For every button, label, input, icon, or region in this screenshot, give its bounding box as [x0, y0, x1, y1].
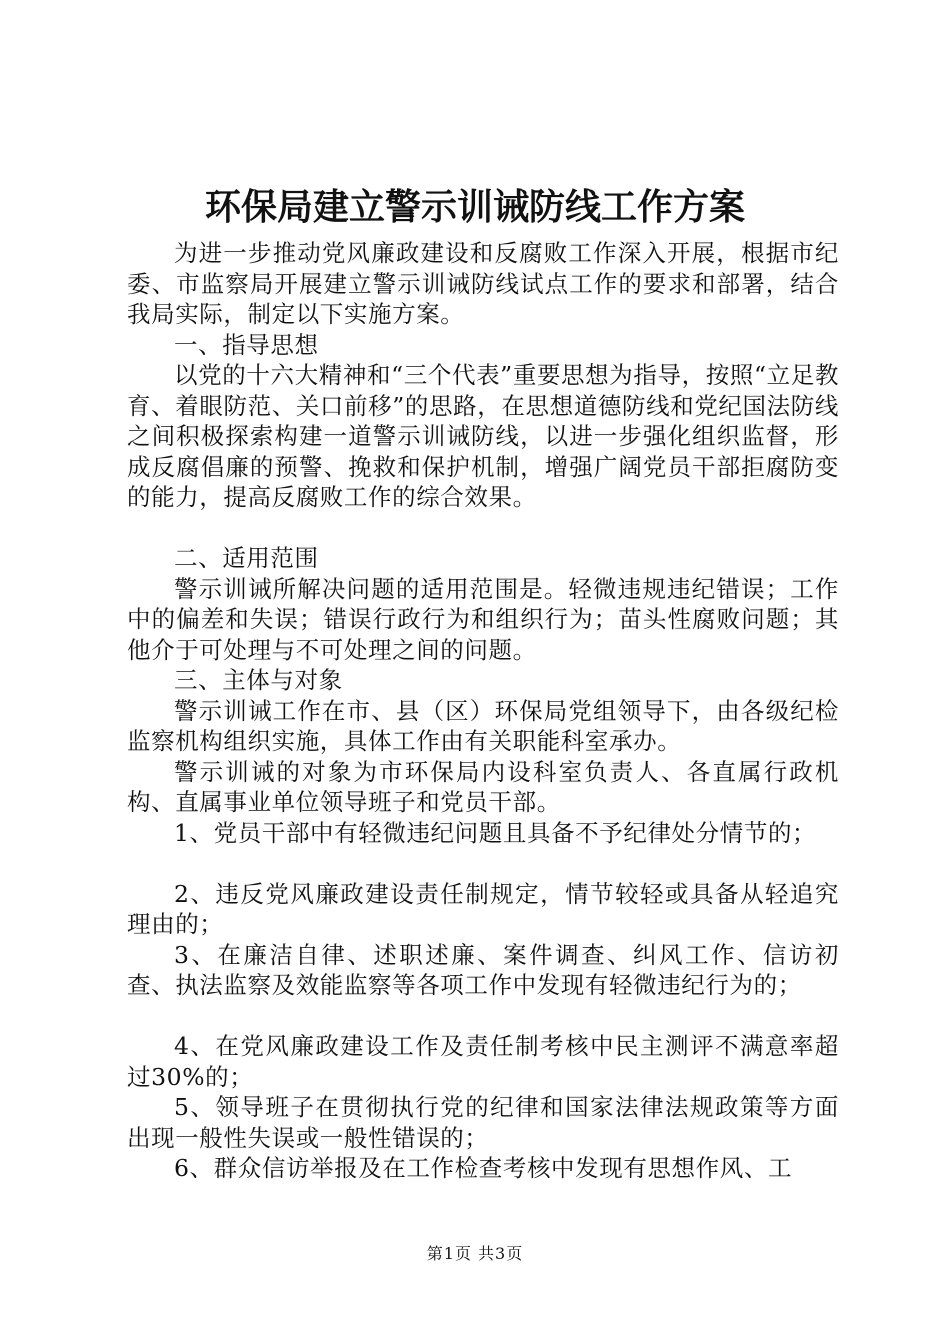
- guiding-thought-paragraph: 以党的十六大精神和“三个代表”重要思想为指导，按照“立足教育、着眼防范、关口前移”的思路，在思想道德防线和党纪国法防线之间积极探索构建一道警示训诫防线，以进一步强化组织监督，形成反腐倡廉的预警、挽救和保护机制，增强广阔党员干部拒腐防变的能力，提高反腐败工作的综合效果。: [127, 361, 839, 511]
- document-body: [127, 238, 839, 1184]
- list-item-6: 6、群众信访举报及在工作检查考核中发现有思想作风、工: [174, 1154, 793, 1182]
- section-heading-subject-object: 三、主体与对象: [174, 666, 343, 694]
- subject-paragraph: 警示训诫工作在市、县（区）环保局党组领导下，由各级纪检监察机构组织实施，具体工作由有关职能科室承办。: [127, 696, 839, 755]
- section-heading-scope: 二、适用范围: [174, 544, 319, 572]
- list-item-2: 2、违反党风廉政建设责任制规定，情节较轻或具备从轻追究理由的；: [127, 879, 839, 938]
- object-paragraph: 警示训诫的对象为市环保局内设科室负责人、各直属行政机构、直属事业单位领导班子和党员干部。: [127, 757, 839, 816]
- scope-paragraph: 警示训诫所解决问题的适用范围是。轻微违规违纪错误；工作中的偏差和失误；错误行政行为和组织行为；苗头性腐败问题；其他介于可处理与不可处理之间的问题。: [127, 574, 839, 664]
- list-item-3: 3、在廉洁自律、述职述廉、案件调查、纠风工作、信访初查、执法监察及效能监察等各项工作中发现有轻微违纪行为的；: [127, 940, 839, 999]
- paragraph-gap: [127, 513, 839, 544]
- list-item-1: 1、党员干部中有轻微违纪问题且具备不予纪律处分情节的；: [174, 818, 817, 847]
- document-title: 环保局建立警示训诫防线工作方案: [204, 187, 745, 228]
- page-number-footer: 第1页 共3页: [426, 1244, 524, 1263]
- paragraph-gap: [127, 848, 839, 879]
- intro-paragraph: 为进一步推动党风廉政建设和反腐败工作深入开展，根据市纪委、市监察局开展建立警示训诫防线试点工作的要求和部署，结合我局实际，制定以下实施方案。: [127, 239, 839, 328]
- section-heading-guiding-thought: 一、指导思想: [174, 330, 319, 359]
- list-item-5: 5、领导班子在贯彻执行党的纪律和国家法律法规政策等方面出现一般性失误或一般性错误的；: [127, 1093, 839, 1152]
- list-item-4: 4、在党风廉政建设工作及责任制考核中民主测评不满意率超过30%的；: [127, 1032, 839, 1091]
- paragraph-gap: [127, 1001, 839, 1032]
